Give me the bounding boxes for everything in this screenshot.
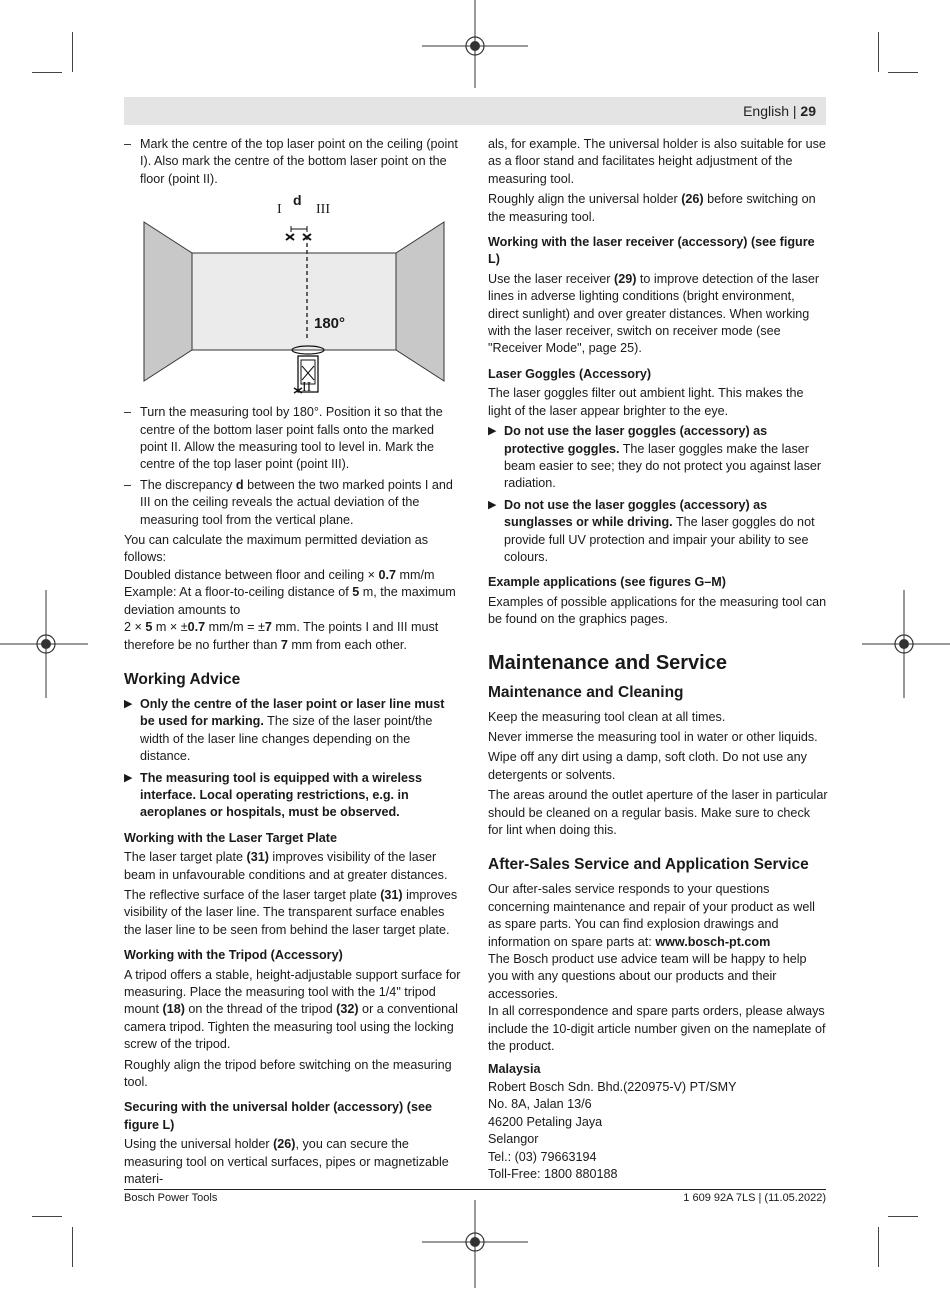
section-title-maintenance-cleaning: Maintenance and Cleaning xyxy=(488,683,684,701)
crop-mark xyxy=(888,72,918,73)
section-title-laser-goggles: Laser Goggles (Accessory) xyxy=(488,366,652,381)
list-item: ▶ Do not use the laser goggles (accessory) as protective goggles. The laser goggles make the laser beam easier to see; they do not protect you against laser radiation. xyxy=(488,424,822,491)
calc-example: Example: At a floor-to-ceiling distance of 5 m, the maximum deviation amounts to xyxy=(124,585,456,617)
paragraph: Roughly align the tripod before switching on the measuring tool. xyxy=(124,1057,452,1090)
registration-mark-icon xyxy=(860,590,950,700)
section-title-universal-holder: Securing with the universal holder (accessory) (see figure L) xyxy=(124,1100,432,1132)
crop-mark xyxy=(888,1216,918,1217)
address-line: Tel.: (03) 79663194 xyxy=(488,1149,597,1164)
list-item: – Mark the centre of the top laser point on the ceiling (point I). Also mark the centre of the bottom laser point on the floor (point II). xyxy=(124,136,462,188)
crop-mark xyxy=(32,72,62,73)
footer-doc-number: 1 609 92A 7LS | (11.05.2022) xyxy=(683,1192,826,1204)
page-header-text xyxy=(743,103,816,119)
address-line: Robert Bosch Sdn. Bhd.(220975-V) PT/SMY xyxy=(488,1079,737,1094)
list-item: – The discrepancy d between the two marked points I and III on the ceiling reveals the actual deviation of the measuring tool from the vertical plane. xyxy=(124,477,462,529)
label-point-III: III xyxy=(316,202,330,218)
address-line: 46200 Petaling Jaya xyxy=(488,1114,603,1129)
footer-divider xyxy=(124,1189,826,1190)
paragraph: Use the laser receiver (29) to improve detection of the laser lines in adverse lighting conditions (bright environment, direct sunlight) and over greater distances. When working with the laser receiver, switch on receiver mode (see "Receiver Mode", page 25). xyxy=(488,271,820,356)
section-title-after-sales: After-Sales Service and Application Service xyxy=(488,856,809,874)
section-title-maintenance-service: Maintenance and Service xyxy=(488,651,727,674)
paragraph: Roughly align the universal holder (26) before switching on the measuring tool. xyxy=(488,192,816,224)
section-title-target-plate: Working with the Laser Target Plate xyxy=(124,830,337,845)
paragraph: Examples of possible applications for the measuring tool can be found on the graphics pages. xyxy=(488,594,827,627)
page-number: 29 xyxy=(800,103,816,119)
crop-mark xyxy=(32,1216,62,1217)
paragraph: The areas around the outlet aperture of the laser in particular should be cleaned on a regular basis. Make sure to check for lint when doing this. xyxy=(488,788,828,837)
paragraph: Never immerse the measuring tool in water or other liquids. xyxy=(488,729,818,744)
section-title-laser-receiver: Working with the laser receiver (accessory) (see figure L) xyxy=(488,235,815,267)
paragraph: In all correspondence and spare parts orders, please always include the 10-digit article number given on the nameplate of the product. xyxy=(488,1004,826,1054)
label-point-I: I xyxy=(277,202,282,218)
section-title-working-advice: Working Advice xyxy=(124,670,241,688)
country-heading: Malaysia xyxy=(488,1062,541,1077)
list-item: ▶ The measuring tool is equipped with a wireless interface. Local operating restrictions, e.g. in aeroplanes or hospitals, must be observed. xyxy=(124,770,423,820)
address-block xyxy=(488,1079,828,1183)
right-column xyxy=(488,136,828,1183)
triangle-bullet-icon: ▶ xyxy=(488,425,497,438)
registration-mark-icon xyxy=(420,1200,530,1289)
header-language: English xyxy=(743,103,789,119)
crop-mark xyxy=(878,32,879,72)
bosch-url-link[interactable]: www.bosch-pt.com xyxy=(655,934,771,949)
calc-formula: Doubled distance between floor and ceiling × 0.7 mm/m xyxy=(124,567,435,582)
registration-mark-icon xyxy=(0,590,90,700)
triangle-bullet-icon: ▶ xyxy=(488,498,497,511)
footer-brand: Bosch Power Tools xyxy=(124,1192,218,1204)
calc-result: 2 × 5 m × ±0.7 mm/m = ±7 mm. The points I and III must therefore be no further than 7 mm from each other. xyxy=(124,620,439,652)
paragraph: A tripod offers a stable, height-adjustable support surface for measuring. Place the measuring tool with the 1/4" tripod mount (18) on the thread of the tripod (32) or a conventional camera tripod. Tighten the measuring tool using the locking screw of the tripod. xyxy=(124,967,461,1052)
paragraph: The laser goggles filter out ambient light. This makes the light of the laser appear brighter to the eye. xyxy=(488,386,804,418)
deviation-figure xyxy=(124,192,462,398)
paragraph: The reflective surface of the laser target plate (31) improves visibility of the laser line. The transparent surface enables the laser line to be seen from behind the laser target plate. xyxy=(124,887,458,937)
triangle-bullet-icon: ▶ xyxy=(124,771,133,784)
room-diagram xyxy=(124,198,462,398)
left-column xyxy=(124,136,462,1191)
address-line: Selangor xyxy=(488,1132,539,1147)
paragraph: Keep the measuring tool clean at all times. xyxy=(488,709,726,724)
calc-intro: You can calculate the maximum permitted deviation as follows: xyxy=(124,533,429,565)
list-item: ▶ Only the centre of the laser point or laser line must be used for marking. The size of the laser point/the width of the laser line changes depending on the distance. xyxy=(124,696,445,764)
header-separator: | xyxy=(792,103,797,119)
section-title-tripod: Working with the Tripod (Accessory) xyxy=(124,948,343,963)
paragraph: Wipe off any dirt using a damp, soft cloth. Do not use any detergents or solvents. xyxy=(488,750,807,782)
label-point-II: II xyxy=(302,380,312,396)
list-item: – Turn the measuring tool by 180°. Position it so that the centre of the bottom laser point falls onto the marked point II. Allow the measuring tool to level in. Mark the centre of the top laser point (point III). xyxy=(124,404,462,474)
page-header xyxy=(124,97,826,125)
address-line: Toll-Free: 1800 880188 xyxy=(488,1166,618,1181)
address-line: No. 8A, Jalan 13/6 xyxy=(488,1097,592,1112)
label-180: 180° xyxy=(314,315,346,333)
paragraph: als, for example. The universal holder is also suitable for use as a floor stand and facilitates height adjustment of the measuring tool. xyxy=(488,137,826,186)
paragraph: Our after-sales service responds to your questions concerning maintenance and repair of your product as well as spare parts. You can find explosion drawings and information on spare parts at: www.bosch-pt.com xyxy=(488,882,815,949)
label-d: d xyxy=(293,192,302,209)
triangle-bullet-icon: ▶ xyxy=(124,697,133,710)
paragraph: The laser target plate (31) improves visibility of the laser beam in unfavourable conditions and at greater distances. xyxy=(124,850,448,882)
crop-mark xyxy=(878,1227,879,1267)
crop-mark xyxy=(72,32,73,72)
crop-mark xyxy=(72,1227,73,1267)
paragraph: The Bosch product use advice team will be happy to help you with any questions about our products and their accessories. xyxy=(488,952,807,1001)
registration-mark-icon xyxy=(420,0,530,90)
paragraph: Using the universal holder (26), you can secure the measuring tool on vertical surfaces, pipes or magnetizable materi- xyxy=(124,1137,449,1187)
list-item: ▶ Do not use the laser goggles (accessory) as sunglasses or while driving. The laser goggles do not provide full UV protection and impair your ability to see colours. xyxy=(488,497,815,564)
section-title-example-applications: Example applications (see figures G–M) xyxy=(488,575,726,590)
